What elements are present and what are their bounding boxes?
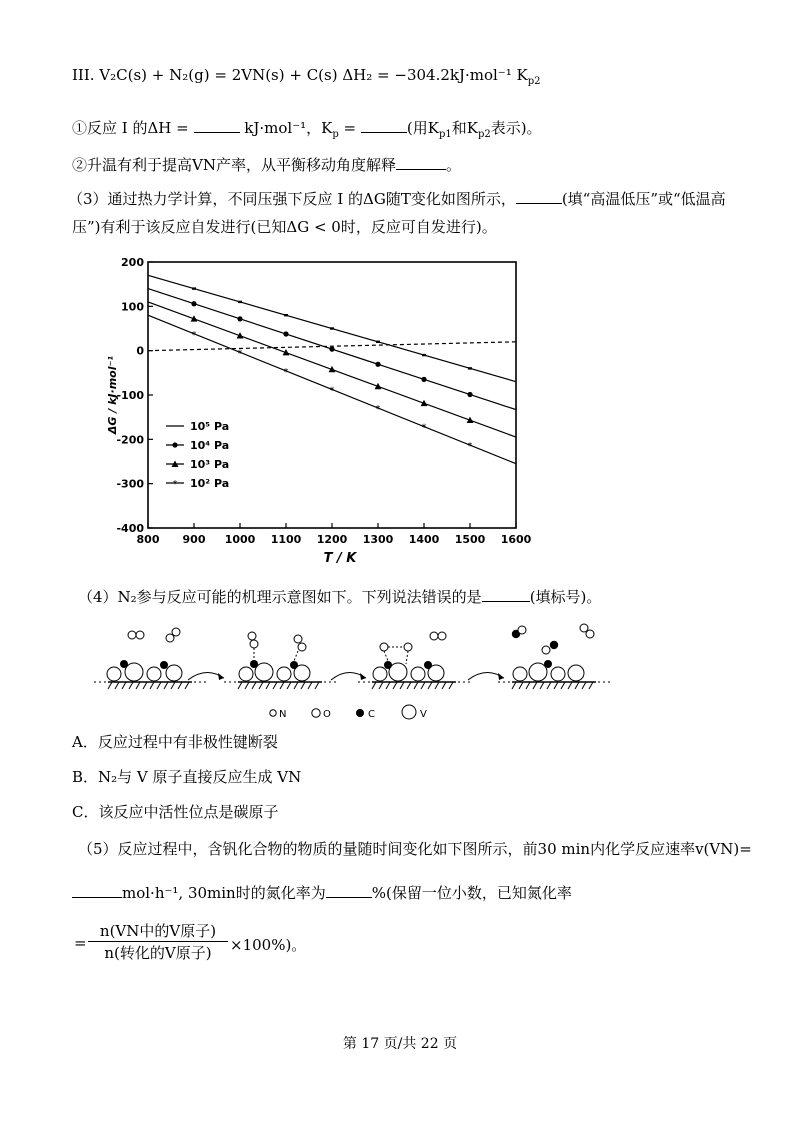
formula-numerator: n(VN中的V原子) xyxy=(88,920,228,942)
q1-text-e: (用K xyxy=(406,119,439,137)
v-atom xyxy=(411,667,425,681)
surface-hatch xyxy=(435,682,439,689)
x-tick-label: 1500 xyxy=(454,533,486,546)
data-point xyxy=(330,327,334,329)
c-atom xyxy=(120,660,128,668)
n-atom xyxy=(250,640,258,648)
q3-text-b: (填“高温低压”或“低温高 xyxy=(561,190,726,208)
question-3-line xyxy=(68,188,726,209)
legend-item-3 xyxy=(166,458,229,471)
bond xyxy=(384,651,388,661)
v-atom xyxy=(125,663,143,681)
surface-hatch xyxy=(386,682,390,689)
surface-hatch xyxy=(129,682,133,689)
data-point: * xyxy=(375,404,381,416)
q1-text-i: 表示)。 xyxy=(490,119,542,137)
svg-text:*: * xyxy=(172,479,178,490)
question-3-line-2 xyxy=(72,216,497,237)
n-atom xyxy=(380,643,388,651)
y-tick-label: -100 xyxy=(116,389,144,402)
data-point: * xyxy=(467,441,473,453)
question-5-line-2 xyxy=(72,882,572,903)
surface-hatch xyxy=(554,682,558,689)
q5-text-c: %(保留一位小数，已知氮化率 xyxy=(371,884,572,902)
data-point xyxy=(237,316,242,321)
question-1-line xyxy=(72,117,542,140)
y-tick-label: 100 xyxy=(121,300,144,314)
legend-item-2 xyxy=(166,439,229,452)
formula-denominator: n(转化的V原子) xyxy=(104,944,212,962)
surface-hatch xyxy=(547,682,551,689)
v-atom xyxy=(255,663,273,681)
v-atom xyxy=(529,663,547,681)
q1-equals: = xyxy=(343,119,357,137)
surface-hatch xyxy=(533,682,537,689)
surface-hatch xyxy=(589,682,593,689)
legend-label-4: 10² Pa xyxy=(190,477,230,490)
q5-text-b: mol·h⁻¹, 30min时的氮化率为 xyxy=(122,884,326,902)
surface-hatch xyxy=(449,682,453,689)
question-5-line xyxy=(78,838,752,859)
option-c[interactable] xyxy=(72,801,278,822)
y-tick-label: -300 xyxy=(116,477,144,491)
surface-hatch xyxy=(414,682,418,689)
x-tick-label: 1400 xyxy=(408,533,440,546)
legend-label-3: 10³ Pa xyxy=(190,458,230,471)
kp-subscript: p xyxy=(332,129,339,140)
o-atom xyxy=(518,626,526,634)
c-atom xyxy=(424,661,432,669)
q3-text-c: 压”)有利于该反应自发进行(已知ΔG < 0时，反应可自发进行)。 xyxy=(72,218,497,236)
surface-hatch xyxy=(164,682,168,689)
x-tick-label: 800 xyxy=(136,533,160,546)
bond xyxy=(294,651,298,661)
data-point: * xyxy=(329,385,335,397)
o-atom xyxy=(430,632,438,640)
question-2-line xyxy=(72,154,461,175)
o-atom xyxy=(586,630,594,638)
x-tick-label: 1200 xyxy=(316,533,348,546)
surface-hatch xyxy=(287,682,291,689)
n-atom xyxy=(404,643,412,651)
surface-hatch xyxy=(512,682,516,689)
x-tick-label: 1300 xyxy=(362,533,394,546)
question-4-line xyxy=(78,586,601,607)
legend-item-1 xyxy=(166,420,229,433)
surface-hatch xyxy=(122,682,126,689)
c-atom xyxy=(550,641,558,649)
surface-hatch xyxy=(568,682,572,689)
surface-hatch xyxy=(519,682,523,689)
surface-hatch xyxy=(421,682,425,689)
data-point: * xyxy=(283,366,289,378)
surface-hatch xyxy=(294,682,298,689)
q5-text: （5）反应过程中，含钒化合物的物质的量随时间变化如下图所示，前30 min内化学反应速率v(VN)= xyxy=(78,840,752,858)
c-atom xyxy=(250,660,258,668)
v-atom xyxy=(239,667,253,681)
v-atom xyxy=(513,667,527,681)
answer-blank[interactable] xyxy=(516,189,562,204)
y-tick-label: -200 xyxy=(116,433,144,447)
n-atom xyxy=(128,631,136,639)
q4-text-b: (填标号)。 xyxy=(529,588,602,606)
surface-hatch xyxy=(301,682,305,689)
mechanism-diagram xyxy=(88,618,648,728)
n-atom xyxy=(248,632,256,640)
surface-hatch xyxy=(273,682,277,689)
q2-text: ②升温有利于提高VN产率，从平衡移动角度解释 xyxy=(72,156,396,174)
q2-period: 。 xyxy=(445,156,461,174)
legend-c-label: C xyxy=(368,709,375,720)
surface-hatch xyxy=(252,682,256,689)
c-atom xyxy=(160,661,168,669)
v-atom xyxy=(568,665,584,681)
y-tick-label: 200 xyxy=(121,256,144,269)
answer-blank[interactable] xyxy=(361,118,407,133)
option-c-text: C．该反应中活性位点是碳原子 xyxy=(72,803,279,821)
surface-hatch xyxy=(150,682,154,689)
v-atom xyxy=(166,665,182,681)
o-atom xyxy=(172,628,180,636)
surface-hatch xyxy=(575,682,579,689)
surface-hatch xyxy=(428,682,432,689)
surface-hatch xyxy=(308,682,312,689)
answer-blank[interactable] xyxy=(194,118,240,133)
answer-blank[interactable] xyxy=(482,587,530,602)
surface-hatch xyxy=(393,682,397,689)
legend-o-label: O xyxy=(323,709,331,720)
legend-n-label: N xyxy=(279,709,287,720)
chart-legend xyxy=(166,420,229,490)
surface-hatch xyxy=(442,682,446,689)
o-atom xyxy=(580,624,588,632)
o-atom xyxy=(298,643,306,651)
surface-hatch xyxy=(259,682,263,689)
data-point xyxy=(284,314,288,316)
answer-blank[interactable] xyxy=(326,883,372,898)
formula-equals: = xyxy=(74,934,87,952)
v-atom xyxy=(373,667,387,681)
data-point xyxy=(238,301,242,303)
surface-hatch xyxy=(315,682,319,689)
y-tick-label: 0 xyxy=(136,344,144,358)
option-a[interactable] xyxy=(72,731,278,752)
reaction-3-line xyxy=(72,66,540,87)
surface-hatch xyxy=(400,682,404,689)
data-point xyxy=(283,331,288,336)
option-a-text: A．反应过程中有非极性键断裂 xyxy=(72,733,278,751)
y-tick-label: -400 xyxy=(116,522,144,535)
data-point xyxy=(191,301,196,306)
o-atom xyxy=(294,635,302,643)
v-atom xyxy=(107,667,121,681)
o-atom xyxy=(542,646,550,654)
surface-hatch xyxy=(136,682,140,689)
q4-text-a: （4）N₂参与反应可能的机理示意图如下。下列说法错误的是 xyxy=(78,588,482,606)
q3-text-a: （3）通过热力学计算，不同压强下反应 I 的ΔG随T变化如图所示， xyxy=(68,190,516,208)
surface-hatch xyxy=(171,682,175,689)
surface-hatch xyxy=(280,682,284,689)
delta-g-chart xyxy=(104,248,544,578)
data-point xyxy=(375,362,380,367)
x-tick-label: 1000 xyxy=(224,533,256,546)
c-atom xyxy=(544,660,552,668)
data-point xyxy=(422,354,426,356)
y-axis-label: ΔG / kJ·mol⁻¹ xyxy=(106,355,119,435)
page-footer: 第 17 页/共 22 页 xyxy=(342,1036,458,1052)
o-atom xyxy=(438,632,446,640)
data-point xyxy=(329,347,334,352)
legend-label-1: 10⁵ Pa xyxy=(190,420,230,433)
o-atom xyxy=(166,634,174,642)
x-tick-label: 1600 xyxy=(500,533,532,546)
reaction-3-text: III. V₂C(s) + N₂(g) = 2VN(s) + C(s) ΔH₂ = −304.2kJ·mol⁻¹ K xyxy=(72,66,528,84)
c-atom xyxy=(384,661,392,669)
kp1-subscript: p1 xyxy=(438,129,452,140)
v-atom xyxy=(147,667,161,681)
surface-hatch xyxy=(407,682,411,689)
v-atom xyxy=(277,667,291,681)
surface-hatch xyxy=(582,682,586,689)
c-atom xyxy=(290,661,298,669)
surface-hatch xyxy=(185,682,189,689)
option-b-text: B．N₂与 V 原子直接反应生成 VN xyxy=(72,768,302,786)
data-point: * xyxy=(191,329,197,341)
surface-hatch xyxy=(561,682,565,689)
data-point xyxy=(192,287,196,289)
legend-v-label: V xyxy=(420,709,427,720)
q1-text-g: 和K xyxy=(451,119,478,137)
surface-hatch xyxy=(157,682,161,689)
legend-item-4 xyxy=(166,477,229,490)
surface-hatch xyxy=(238,682,242,689)
x-tick-label: 900 xyxy=(182,533,206,546)
q1-text-a: ①反应 I 的ΔH = xyxy=(72,119,189,137)
surface-hatch xyxy=(540,682,544,689)
kp2-subscript: p2 xyxy=(527,76,541,87)
data-point xyxy=(468,367,472,369)
surface-hatch xyxy=(115,682,119,689)
answer-blank[interactable] xyxy=(396,155,446,170)
n-atom xyxy=(136,631,144,639)
legend-label-2: 10⁴ Pa xyxy=(190,439,230,452)
surface-hatch xyxy=(245,682,249,689)
bond xyxy=(406,651,408,664)
surface-hatch xyxy=(379,682,383,689)
v-atom xyxy=(551,667,565,681)
surface-hatch xyxy=(143,682,147,689)
x-tick-label: 1100 xyxy=(270,533,302,546)
data-point: * xyxy=(421,422,427,434)
data-point xyxy=(421,377,426,382)
surface-hatch xyxy=(526,682,530,689)
data-point xyxy=(376,341,380,343)
mechanism-legend xyxy=(270,705,427,720)
formula-suffix: ×100%)。 xyxy=(230,936,307,954)
surface-hatch xyxy=(266,682,270,689)
surface-hatch xyxy=(178,682,182,689)
surface-hatch xyxy=(372,682,376,689)
option-b[interactable] xyxy=(72,766,301,787)
kp2-subscript: p2 xyxy=(477,129,491,140)
answer-blank[interactable] xyxy=(72,883,122,898)
x-axis-label: T / K xyxy=(323,551,357,566)
data-point: * xyxy=(237,348,243,360)
surface-hatch xyxy=(108,682,112,689)
q1-text-b: kJ·mol⁻¹，K xyxy=(244,119,333,137)
data-point xyxy=(467,392,472,397)
